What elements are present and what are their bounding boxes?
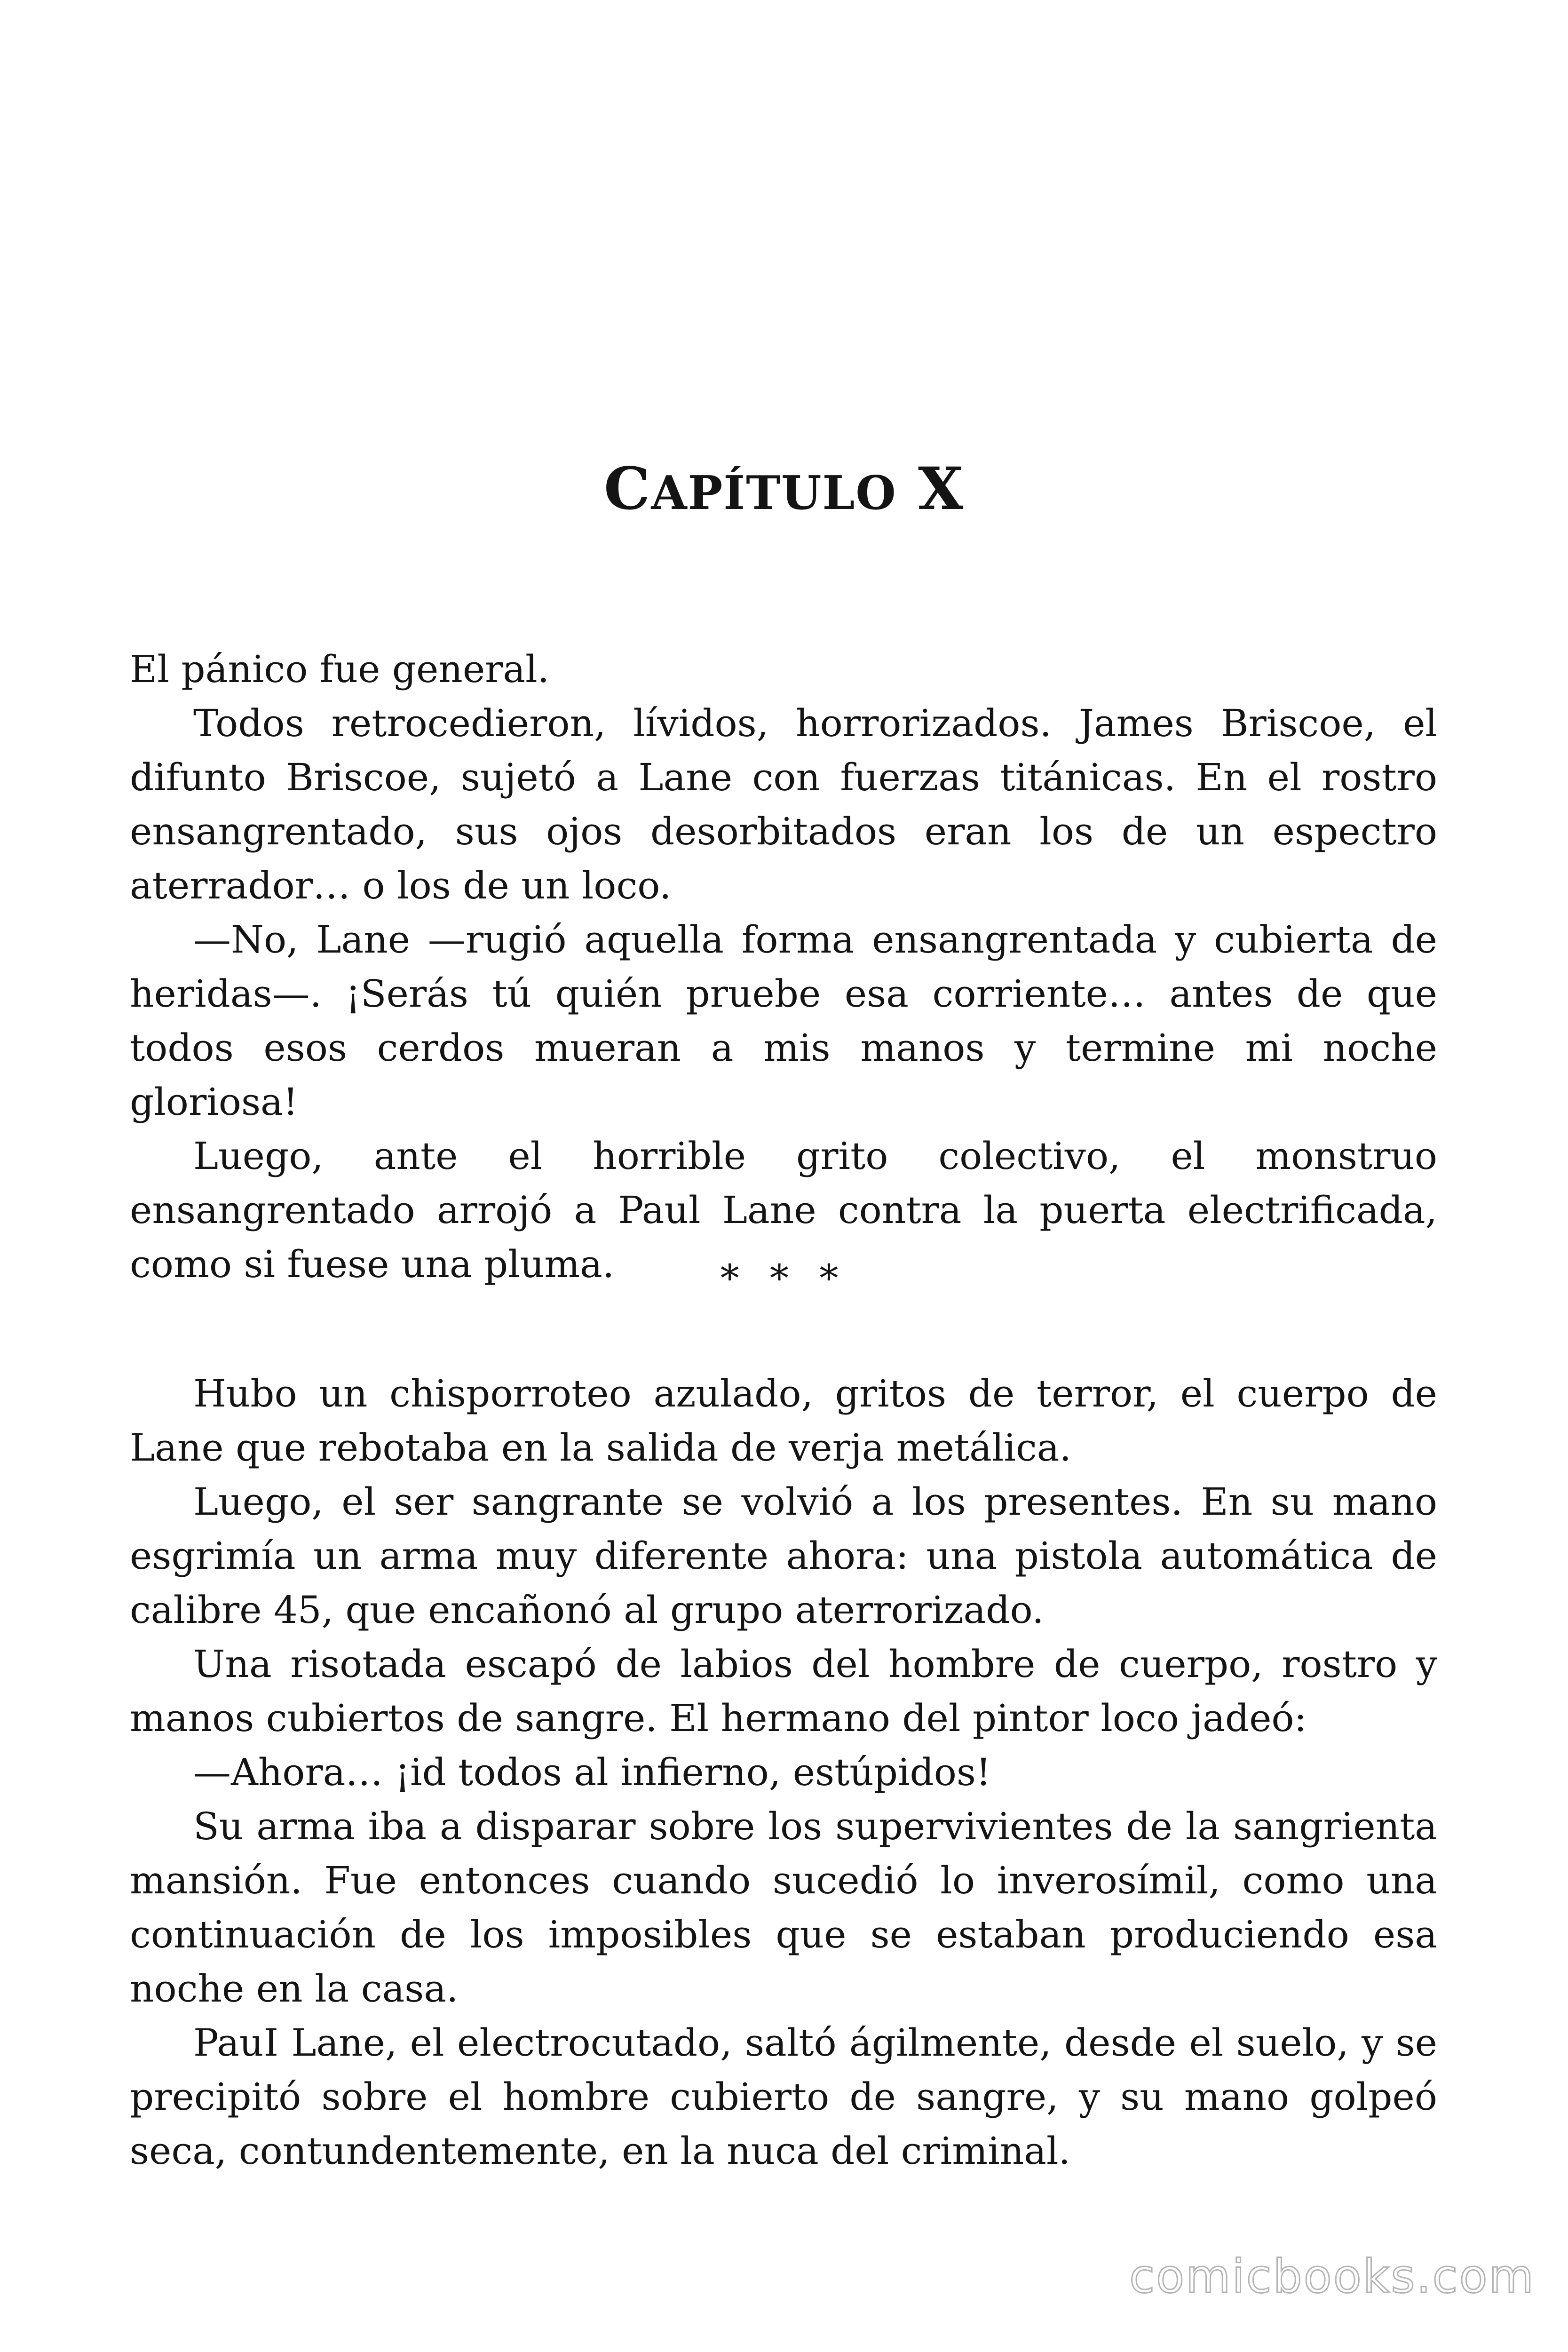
paragraph: Su arma iba a disparar sobre los supervivientes de la sangrienta mansión. Fue entonces cuando sucedió lo inverosímil, como una continuación de los imposibles que se estaban produciendo esa noche en la casa. <box>130 1804 1437 2010</box>
section-1-text <box>130 642 1437 1291</box>
section-2-text <box>130 1367 1437 2178</box>
watermark: comicbooks.com <box>1129 2250 1535 2304</box>
paragraph: —Ahora… ¡id todos al infierno, estúpidos! <box>193 1750 991 1794</box>
paragraph: —No, Lane —rugió aquella forma ensangrentada y cubierta de heridas—. ¡Serás tú quién pruebe esa corriente… antes de que todos esos cerdos mueran a mis manos y termine mi noche gloriosa! <box>130 918 1437 1124</box>
paragraph: Hubo un chisporroteo azulado, gritos de terror, el cuerpo de Lane que rebotaba en la salida de verja metálica. <box>130 1372 1437 1470</box>
paragraph: Una risotada escapó de labios del hombre de cuerpo, rostro y manos cubiertos de sangre. El hermano del pintor loco jadeó: <box>130 1642 1437 1740</box>
paragraph: Todos retrocedieron, lívidos, horrorizados. James Briscoe, el difunto Briscoe, sujetó a Lane con fuerzas titánicas. En el rostro ensangrentado, sus ojos desorbitados eran los de un espectro aterrador… o los de un loco. <box>130 701 1437 907</box>
paragraph: PauI Lane, el electrocutado, saltó ágilmente, desde el suelo, y se precipitó sobre el hombre cubierto de sangre, y su mano golpeó seca, contundentemente, en la nuca del criminal. <box>130 2021 1437 2173</box>
chapter-title: CAPÍTULO X <box>603 455 965 523</box>
paragraph: El pánico fue general. <box>130 647 550 691</box>
section-break: * * * <box>720 1256 848 1300</box>
paragraph: Luego, ante el horrible grito colectivo, el monstruo ensangrentado arrojó a Paul Lane contra la puerta electrificada, como si fuese una pluma. <box>130 1134 1437 1286</box>
paragraph: Luego, el ser sangrante se volvió a los presentes. En su mano esgrimía un arma muy diferente ahora: una pistola automática de calibre 45, que encañonó al grupo aterrorizado. <box>130 1480 1437 1632</box>
